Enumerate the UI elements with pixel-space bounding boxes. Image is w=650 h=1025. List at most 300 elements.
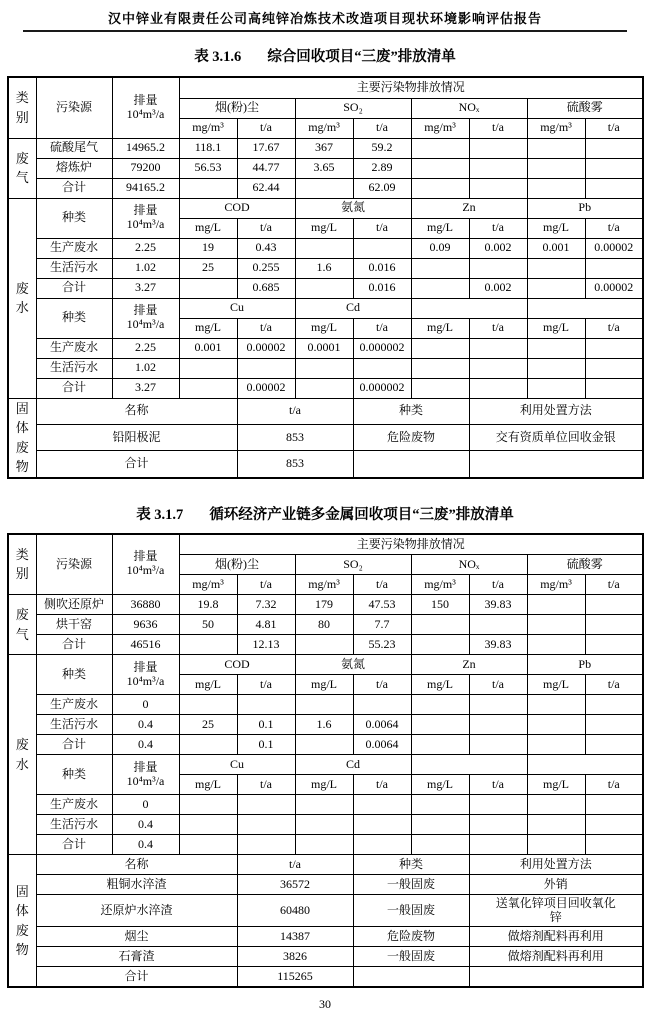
value-cell <box>353 695 411 715</box>
volume-header: 排量 10⁴m³/a <box>112 534 179 595</box>
category-header: 类别 <box>8 534 36 595</box>
value-cell <box>585 258 643 278</box>
col-group-header: 烟(粉)尘 <box>179 98 295 118</box>
value-cell <box>179 178 237 198</box>
solid-kind-cell: 一般固废 <box>353 947 469 967</box>
value-cell <box>295 795 353 815</box>
value-cell <box>179 635 237 655</box>
value-cell <box>469 378 527 398</box>
value-cell: 0.002 <box>469 238 527 258</box>
value-cell: 179 <box>295 595 353 615</box>
table-row <box>8 735 643 755</box>
col-group-header <box>527 755 643 775</box>
unit-header: t/a <box>469 575 527 595</box>
value-cell <box>411 278 469 298</box>
unit-header: t/a <box>585 318 643 338</box>
value-cell <box>411 258 469 278</box>
value-cell <box>179 815 237 835</box>
solid-ta-cell: 36572 <box>237 875 353 895</box>
volume-header: 排量 10⁴m³/a <box>112 298 179 338</box>
table-3-1-6 <box>7 76 644 479</box>
value-cell: 7.32 <box>237 595 295 615</box>
solid-kind-cell: 危险废物 <box>353 424 469 450</box>
unit-header: t/a <box>237 575 295 595</box>
solid-method-cell: 外销 <box>469 875 643 895</box>
value-cell <box>527 138 585 158</box>
unit-header: t/a <box>469 675 527 695</box>
value-cell: 118.1 <box>179 138 237 158</box>
volume-header: 排量 10⁴m³/a <box>112 755 179 795</box>
volume-cell: 0.4 <box>112 715 179 735</box>
table-row <box>8 378 643 398</box>
value-cell <box>179 695 237 715</box>
unit-header: mg/L <box>411 218 469 238</box>
value-cell: 0.1 <box>237 715 295 735</box>
unit-header: mg/m³ <box>527 118 585 138</box>
table-row <box>8 424 643 450</box>
table-row <box>8 338 643 358</box>
section-label-gas: 废气 <box>8 595 36 655</box>
unit-header: t/a <box>585 118 643 138</box>
value-cell: 150 <box>411 595 469 615</box>
volume-cell: 0.4 <box>112 735 179 755</box>
row-label: 合计 <box>36 735 112 755</box>
solid-name-cell: 铅阳极泥 <box>36 424 237 450</box>
value-cell <box>469 358 527 378</box>
value-cell: 50 <box>179 615 237 635</box>
value-cell <box>411 358 469 378</box>
table-row <box>8 238 643 258</box>
unit-header: mg/L <box>411 675 469 695</box>
row-label: 硫酸尾气 <box>36 138 112 158</box>
unit-header: t/a <box>469 318 527 338</box>
value-cell <box>585 635 643 655</box>
section-label-water: 废水 <box>8 655 36 855</box>
solid-ta-cell: 3826 <box>237 947 353 967</box>
value-cell: 12.13 <box>237 635 295 655</box>
value-cell <box>179 835 237 855</box>
col-group-header <box>411 755 527 775</box>
value-cell <box>527 615 585 635</box>
value-cell: 2.89 <box>353 158 411 178</box>
value-cell <box>527 735 585 755</box>
table-row <box>8 615 643 635</box>
value-cell <box>469 258 527 278</box>
solid-kind-cell: 一般固废 <box>353 875 469 895</box>
value-cell <box>353 815 411 835</box>
solid-col-header: 种类 <box>353 398 469 424</box>
volume-cell: 79200 <box>112 158 179 178</box>
solid-col-header: 名称 <box>36 855 237 875</box>
solid-kind-cell: 危险废物 <box>353 927 469 947</box>
value-cell <box>585 378 643 398</box>
unit-header: t/a <box>353 118 411 138</box>
table1-title <box>0 45 650 66</box>
value-cell <box>527 595 585 615</box>
col-group-header: Cd <box>295 755 411 775</box>
table-row <box>8 138 643 158</box>
solid-col-header: t/a <box>237 855 353 875</box>
unit-header: t/a <box>469 218 527 238</box>
unit-header: t/a <box>237 675 295 695</box>
row-label: 生产废水 <box>36 238 112 258</box>
value-cell <box>295 378 353 398</box>
unit-header: t/a <box>353 675 411 695</box>
unit-header: mg/m³ <box>295 118 353 138</box>
header-rule <box>23 30 627 32</box>
col-group-header: 氨氮 <box>295 655 411 675</box>
value-cell <box>411 715 469 735</box>
table-row <box>8 298 643 318</box>
row-label: 合计 <box>36 835 112 855</box>
unit-header: mg/L <box>527 775 585 795</box>
value-cell <box>469 615 527 635</box>
value-cell: 0.0064 <box>353 735 411 755</box>
table-row <box>8 635 643 655</box>
value-cell <box>179 358 237 378</box>
volume-cell: 0 <box>112 795 179 815</box>
value-cell: 55.23 <box>353 635 411 655</box>
col-group-header: Pb <box>527 655 643 675</box>
unit-header: t/a <box>585 218 643 238</box>
solid-kind-cell: 一般固废 <box>353 895 469 927</box>
unit-header: mg/m³ <box>295 575 353 595</box>
value-cell: 1.6 <box>295 258 353 278</box>
volume-cell: 14965.2 <box>112 138 179 158</box>
value-cell <box>353 835 411 855</box>
row-label: 生活污水 <box>36 715 112 735</box>
col-group-header: NOₓ <box>411 555 527 575</box>
row-label: 生活污水 <box>36 258 112 278</box>
value-cell <box>469 138 527 158</box>
unit-header: mg/L <box>179 775 237 795</box>
table-row <box>8 755 643 775</box>
unit-header: mg/L <box>295 218 353 238</box>
row-label: 合计 <box>36 378 112 398</box>
row-label: 生产废水 <box>36 338 112 358</box>
value-cell: 0.002 <box>469 278 527 298</box>
table-row <box>8 967 643 988</box>
solid-kind-cell <box>353 451 469 478</box>
value-cell <box>237 358 295 378</box>
value-cell <box>295 695 353 715</box>
value-cell <box>585 595 643 615</box>
volume-cell: 2.25 <box>112 238 179 258</box>
value-cell <box>179 735 237 755</box>
col-group-header: COD <box>179 198 295 218</box>
value-cell: 0.43 <box>237 238 295 258</box>
value-cell <box>237 815 295 835</box>
value-cell <box>237 695 295 715</box>
row-label: 合计 <box>36 278 112 298</box>
unit-header: t/a <box>237 118 295 138</box>
value-cell <box>527 635 585 655</box>
col-group-header: Cd <box>295 298 411 318</box>
value-cell: 62.44 <box>237 178 295 198</box>
value-cell <box>585 138 643 158</box>
value-cell <box>295 635 353 655</box>
value-cell <box>527 258 585 278</box>
col-group-header: COD <box>179 655 295 675</box>
value-cell <box>411 178 469 198</box>
value-cell: 25 <box>179 715 237 735</box>
value-cell <box>411 835 469 855</box>
value-cell: 0.000002 <box>353 378 411 398</box>
col-group-header: SO₂ <box>295 555 411 575</box>
section-label-water: 废水 <box>8 198 36 398</box>
value-cell <box>469 715 527 735</box>
table2-title <box>0 503 650 524</box>
section-label-solid: 固体废物 <box>8 398 36 478</box>
solid-ta-cell: 14387 <box>237 927 353 947</box>
row-label: 侧吹还原炉 <box>36 595 112 615</box>
solid-ta-cell: 853 <box>237 451 353 478</box>
value-cell: 19.8 <box>179 595 237 615</box>
table2-caption: 循环经济产业链多金属回收项目“三废”排放清单 <box>209 506 514 523</box>
value-cell <box>527 178 585 198</box>
row-label: 烘干窑 <box>36 615 112 635</box>
value-cell <box>585 835 643 855</box>
value-cell <box>469 158 527 178</box>
unit-header: mg/L <box>179 675 237 695</box>
table-row <box>8 835 643 855</box>
solid-ta-cell: 853 <box>237 424 353 450</box>
unit-header: mg/L <box>295 675 353 695</box>
col-group-header: 硫酸雾 <box>527 555 643 575</box>
solid-col-header: 利用处置方法 <box>469 855 643 875</box>
unit-header: mg/m³ <box>179 575 237 595</box>
value-cell <box>585 178 643 198</box>
unit-header: t/a <box>585 575 643 595</box>
value-cell <box>527 358 585 378</box>
unit-header: mg/L <box>295 318 353 338</box>
value-cell <box>585 715 643 735</box>
value-cell <box>411 695 469 715</box>
row-label: 生产废水 <box>36 795 112 815</box>
volume-header: 排量 10⁴m³/a <box>112 198 179 238</box>
value-cell: 0.09 <box>411 238 469 258</box>
value-cell <box>411 158 469 178</box>
kind-header: 种类 <box>36 655 112 695</box>
row-label: 合计 <box>36 635 112 655</box>
unit-header: t/a <box>237 318 295 338</box>
source-header: 污染源 <box>36 534 112 595</box>
value-cell <box>527 278 585 298</box>
unit-header: mg/m³ <box>411 575 469 595</box>
section-label-gas: 废气 <box>8 138 36 198</box>
value-cell <box>179 278 237 298</box>
table-row <box>8 278 643 298</box>
value-cell: 59.2 <box>353 138 411 158</box>
table-row <box>8 77 643 98</box>
value-cell: 367 <box>295 138 353 158</box>
volume-cell: 3.27 <box>112 278 179 298</box>
col-group-header: Cu <box>179 755 295 775</box>
kind-header: 种类 <box>36 298 112 338</box>
col-group-header: 氨氮 <box>295 198 411 218</box>
kind-header: 种类 <box>36 755 112 795</box>
volume-cell: 1.02 <box>112 258 179 278</box>
volume-header: 排量 10⁴m³/a <box>112 77 179 138</box>
col-group-header: Zn <box>411 198 527 218</box>
value-cell <box>237 795 295 815</box>
row-label: 熔炼炉 <box>36 158 112 178</box>
value-cell: 7.7 <box>353 615 411 635</box>
value-cell <box>295 835 353 855</box>
volume-cell: 3.27 <box>112 378 179 398</box>
value-cell <box>527 835 585 855</box>
value-cell: 0.00002 <box>237 338 295 358</box>
table-row <box>8 927 643 947</box>
row-label: 合计 <box>36 178 112 198</box>
col-group-header: Pb <box>527 198 643 218</box>
table-row <box>8 875 643 895</box>
value-cell <box>295 278 353 298</box>
volume-cell: 0 <box>112 695 179 715</box>
table-row <box>8 358 643 378</box>
kind-header: 种类 <box>36 198 112 238</box>
value-cell <box>237 835 295 855</box>
unit-header: mg/L <box>527 318 585 338</box>
value-cell <box>585 695 643 715</box>
volume-cell: 9636 <box>112 615 179 635</box>
table-row <box>8 398 643 424</box>
unit-header: t/a <box>469 118 527 138</box>
volume-header: 排量 10⁴m³/a <box>112 655 179 695</box>
volume-cell: 46516 <box>112 635 179 655</box>
value-cell: 62.09 <box>353 178 411 198</box>
value-cell: 0.0064 <box>353 715 411 735</box>
table-row <box>8 198 643 218</box>
value-cell: 25 <box>179 258 237 278</box>
solid-name-cell: 合计 <box>36 451 237 478</box>
value-cell: 4.81 <box>237 615 295 635</box>
volume-cell: 1.02 <box>112 358 179 378</box>
table-row <box>8 815 643 835</box>
value-cell <box>585 358 643 378</box>
page-number: 30 <box>319 997 331 1011</box>
value-cell <box>411 378 469 398</box>
value-cell <box>527 815 585 835</box>
solid-method-cell: 交有资质单位回收金银 <box>469 424 643 450</box>
value-cell: 56.53 <box>179 158 237 178</box>
value-cell: 80 <box>295 615 353 635</box>
value-cell <box>469 835 527 855</box>
col-group-header: Cu <box>179 298 295 318</box>
table-row <box>8 795 643 815</box>
table-row <box>8 695 643 715</box>
unit-header: mg/L <box>411 318 469 338</box>
unit-header: t/a <box>469 775 527 795</box>
solid-name-cell: 石膏渣 <box>36 947 237 967</box>
col-group-header <box>411 298 527 318</box>
solid-col-header: 种类 <box>353 855 469 875</box>
table-row <box>8 451 643 478</box>
table-row <box>8 655 643 675</box>
col-group-header: 烟(粉)尘 <box>179 555 295 575</box>
solid-col-header: 利用处置方法 <box>469 398 643 424</box>
col-group-header: Zn <box>411 655 527 675</box>
value-cell: 0.1 <box>237 735 295 755</box>
value-cell: 0.001 <box>179 338 237 358</box>
unit-header: t/a <box>353 318 411 338</box>
value-cell <box>295 735 353 755</box>
col-group-header: SO₂ <box>295 98 411 118</box>
table1-caption: 综合回收项目“三废”排放清单 <box>267 49 456 65</box>
table-row <box>8 947 643 967</box>
solid-kind-cell <box>353 967 469 988</box>
row-label: 生活污水 <box>36 815 112 835</box>
value-cell <box>585 615 643 635</box>
unit-header: t/a <box>353 575 411 595</box>
value-cell <box>353 795 411 815</box>
unit-header: mg/L <box>295 775 353 795</box>
value-cell <box>585 338 643 358</box>
document-header: 汉中锌业有限责任公司高纯锌冶炼技术改造项目现状环境影响评估报告 <box>107 11 542 26</box>
value-cell <box>295 815 353 835</box>
category-header: 类别 <box>8 77 36 138</box>
table2-number: 表 3.1.7 <box>136 506 184 523</box>
main-pollutants-header: 主要污染物排放情况 <box>179 77 643 98</box>
value-cell: 0.000002 <box>353 338 411 358</box>
value-cell: 0.001 <box>527 238 585 258</box>
value-cell <box>295 178 353 198</box>
row-label: 生产废水 <box>36 695 112 715</box>
value-cell <box>469 338 527 358</box>
value-cell <box>527 338 585 358</box>
section-label-solid: 固体废物 <box>8 855 36 988</box>
value-cell <box>585 815 643 835</box>
value-cell: 0.00002 <box>585 238 643 258</box>
solid-method-cell <box>469 967 643 988</box>
volume-cell: 2.25 <box>112 338 179 358</box>
solid-col-header: t/a <box>237 398 353 424</box>
solid-name-cell: 还原炉水淬渣 <box>36 895 237 927</box>
unit-header: t/a <box>237 775 295 795</box>
unit-header: mg/m³ <box>179 118 237 138</box>
value-cell: 0.685 <box>237 278 295 298</box>
unit-header: t/a <box>353 775 411 795</box>
value-cell: 44.77 <box>237 158 295 178</box>
col-group-header: 硫酸雾 <box>527 98 643 118</box>
value-cell: 0.255 <box>237 258 295 278</box>
value-cell <box>469 815 527 835</box>
volume-cell: 0.4 <box>112 815 179 835</box>
table-row <box>8 595 643 615</box>
value-cell: 1.6 <box>295 715 353 735</box>
value-cell <box>527 715 585 735</box>
value-cell <box>469 735 527 755</box>
value-cell: 39.83 <box>469 635 527 655</box>
value-cell <box>411 815 469 835</box>
value-cell <box>469 795 527 815</box>
row-label: 生活污水 <box>36 358 112 378</box>
solid-ta-cell: 60480 <box>237 895 353 927</box>
solid-method-cell <box>469 451 643 478</box>
value-cell <box>411 635 469 655</box>
table1-number: 表 3.1.6 <box>194 49 242 65</box>
table-row <box>8 534 643 555</box>
col-group-header <box>527 298 643 318</box>
value-cell <box>469 695 527 715</box>
value-cell <box>411 338 469 358</box>
value-cell: 0.00002 <box>237 378 295 398</box>
value-cell: 19 <box>179 238 237 258</box>
table-row <box>8 178 643 198</box>
value-cell <box>585 735 643 755</box>
value-cell <box>179 795 237 815</box>
unit-header: mg/L <box>411 775 469 795</box>
